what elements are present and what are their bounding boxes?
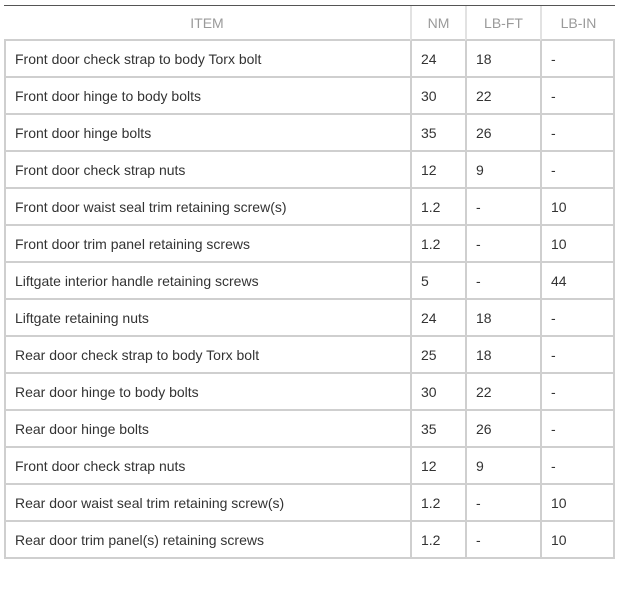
cell-item: Front door check strap nuts	[4, 152, 410, 189]
cell-lb-ft: 26	[465, 115, 540, 152]
table-row	[4, 374, 615, 411]
cell-item: Rear door hinge to body bolts	[4, 374, 410, 411]
cell-item: Front door hinge to body bolts	[4, 78, 410, 115]
cell-lb-ft: -	[465, 226, 540, 263]
cell-lb-ft: 18	[465, 300, 540, 337]
cell-lb-ft: 22	[465, 78, 540, 115]
cell-item: Rear door trim panel(s) retaining screws	[4, 522, 410, 559]
cell-lb-in: -	[540, 78, 615, 115]
cell-item: Rear door waist seal trim retaining screw(s)	[4, 485, 410, 522]
cell-item: Liftgate interior handle retaining screws	[4, 263, 410, 300]
cell-nm: 35	[410, 411, 465, 448]
table-row	[4, 485, 615, 522]
cell-lb-in: 10	[540, 485, 615, 522]
table-row	[4, 115, 615, 152]
column-header-lb-in: LB-IN	[540, 6, 615, 41]
cell-lb-ft: 22	[465, 374, 540, 411]
table-row	[4, 78, 615, 115]
table-row	[4, 337, 615, 374]
table-row	[4, 411, 615, 448]
header-row	[4, 6, 615, 41]
cell-lb-in: 10	[540, 189, 615, 226]
cell-lb-ft: -	[465, 485, 540, 522]
table-row	[4, 189, 615, 226]
cell-item: Front door check strap to body Torx bolt	[4, 41, 410, 78]
cell-nm: 1.2	[410, 485, 465, 522]
cell-lb-ft: 18	[465, 41, 540, 78]
cell-nm: 35	[410, 115, 465, 152]
cell-lb-in: -	[540, 374, 615, 411]
cell-item: Liftgate retaining nuts	[4, 300, 410, 337]
table-row	[4, 152, 615, 189]
cell-lb-in: -	[540, 152, 615, 189]
cell-nm: 5	[410, 263, 465, 300]
cell-lb-ft: -	[465, 189, 540, 226]
cell-nm: 1.2	[410, 226, 465, 263]
cell-lb-ft: 18	[465, 337, 540, 374]
cell-lb-ft: -	[465, 263, 540, 300]
column-header-lb-ft: LB-FT	[465, 6, 540, 41]
cell-item: Front door waist seal trim retaining screw(s)	[4, 189, 410, 226]
cell-lb-in: -	[540, 448, 615, 485]
cell-lb-in: 10	[540, 226, 615, 263]
cell-item: Rear door check strap to body Torx bolt	[4, 337, 410, 374]
table-row	[4, 41, 615, 78]
cell-nm: 25	[410, 337, 465, 374]
torque-spec-table	[4, 5, 615, 559]
table-row	[4, 522, 615, 559]
cell-nm: 30	[410, 78, 465, 115]
table-row	[4, 226, 615, 263]
cell-item: Rear door hinge bolts	[4, 411, 410, 448]
cell-lb-in: -	[540, 300, 615, 337]
cell-lb-in: -	[540, 337, 615, 374]
cell-nm: 12	[410, 448, 465, 485]
table-row	[4, 448, 615, 485]
column-header-nm: NM	[410, 6, 465, 41]
cell-nm: 12	[410, 152, 465, 189]
table-header	[4, 6, 615, 41]
cell-nm: 24	[410, 300, 465, 337]
cell-lb-ft: 9	[465, 448, 540, 485]
cell-lb-in: 10	[540, 522, 615, 559]
cell-lb-in: -	[540, 115, 615, 152]
cell-lb-in: -	[540, 41, 615, 78]
cell-lb-ft: -	[465, 522, 540, 559]
cell-nm: 1.2	[410, 189, 465, 226]
cell-lb-ft: 9	[465, 152, 540, 189]
table-body	[4, 41, 615, 559]
cell-nm: 30	[410, 374, 465, 411]
table-row	[4, 263, 615, 300]
cell-item: Front door hinge bolts	[4, 115, 410, 152]
column-header-item: ITEM	[4, 6, 410, 41]
cell-nm: 24	[410, 41, 465, 78]
cell-item: Front door check strap nuts	[4, 448, 410, 485]
cell-lb-in: -	[540, 411, 615, 448]
table-row	[4, 300, 615, 337]
cell-lb-in: 44	[540, 263, 615, 300]
cell-nm: 1.2	[410, 522, 465, 559]
cell-item: Front door trim panel retaining screws	[4, 226, 410, 263]
cell-lb-ft: 26	[465, 411, 540, 448]
